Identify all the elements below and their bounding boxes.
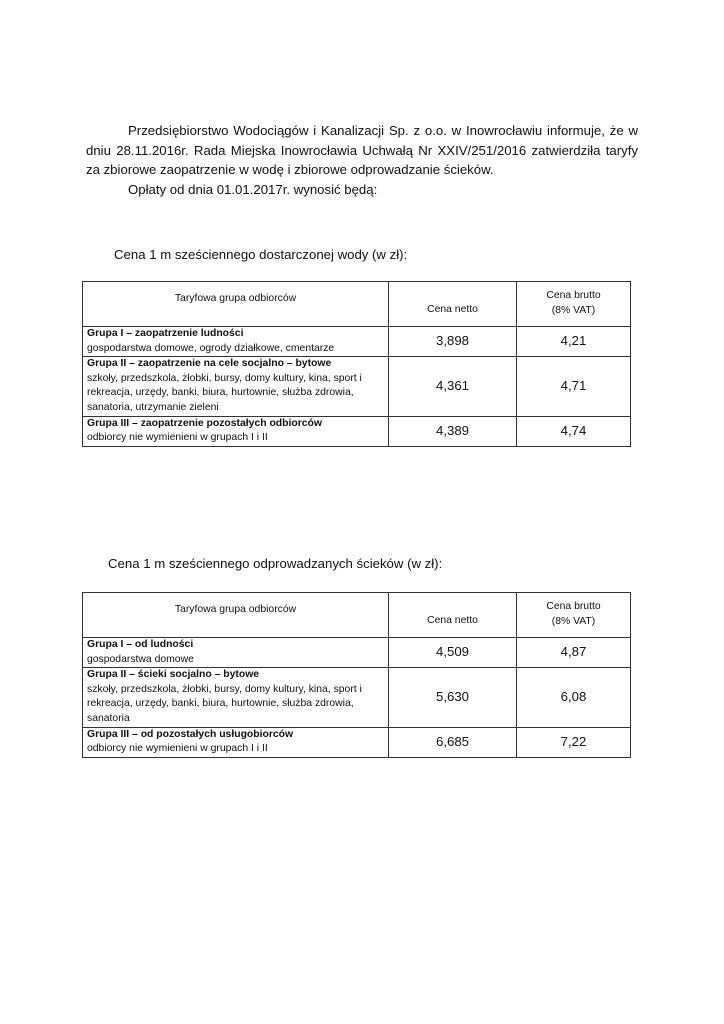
group-description: gospodarstwa domowe, ogrody działkowe, cmentarze (87, 342, 335, 354)
group-name: Grupa I – zaopatrzenie ludności (87, 328, 244, 339)
table-row (83, 357, 631, 416)
intro-paragraph-2: Opłaty od dnia 01.01.2017r. wynosić będą: (128, 181, 378, 197)
group-name: Grupa I – od ludności (87, 639, 194, 650)
gross-price: 4,74 (517, 416, 631, 446)
group-cell (83, 638, 389, 668)
net-price: 4,361 (389, 357, 517, 416)
header-group: Taryfowa grupa odbiorców (83, 593, 389, 638)
intro-paragraph-1: Przedsiębiorstwo Wodociągów i Kanalizacji Sp. z o.o. w Inowrocławiu informuje, że w dniu 28.11.2016r. Rada Miejska Inowrocławia Uchwałą Nr XXIV/251/2016 zatwierdziła taryfy za zbiorowe zaopatrzenie w wodę i zbiorowe odprowadzanie ścieków. (86, 123, 638, 177)
group-cell (83, 727, 389, 757)
intro-text (86, 121, 638, 199)
table-header-row (83, 593, 631, 638)
table-header-row (83, 282, 631, 327)
group-description: odbiorcy nie wymienieni w grupach I i II (87, 743, 268, 755)
gross-price: 6,08 (517, 668, 631, 727)
water-table-caption: Cena 1 m sześciennego dostarczonej wody (w zł): (114, 247, 408, 262)
group-cell (83, 327, 389, 357)
net-price: 4,509 (389, 638, 517, 668)
header-net: Cena netto (389, 593, 517, 638)
net-price: 6,685 (389, 727, 517, 757)
gross-price: 4,71 (517, 357, 631, 416)
gross-price: 7,22 (517, 727, 631, 757)
group-name: Grupa II – zaopatrzenie na cele socjalno – bytowe (87, 358, 332, 370)
group-name: Grupa III – zaopatrzenie pozostałych odbiorców (87, 417, 322, 429)
table-row (83, 668, 631, 727)
sewage-table-caption: Cena 1 m sześciennego odprowadzanych ścieków (w zł): (108, 556, 443, 571)
net-price: 3,898 (389, 327, 517, 357)
header-gross: Cena brutto (8% VAT) (517, 282, 631, 327)
gross-price: 4,87 (517, 638, 631, 668)
group-description: szkoły, przedszkola, żłobki, bursy, domy kultury, kina, sport i rekreacja, urzędy, banki, biura, hurtownie, służba zdrowia, sanatoria, utrzymanie zieleni (87, 372, 362, 413)
group-description: szkoły, przedszkola, żłobki, bursy, domy kultury, kina, sport i rekreacja, urzędy, banki, biura, hurtownie, służba zdrowia, sanatoria (87, 683, 362, 724)
group-cell (83, 357, 389, 416)
group-cell (83, 668, 389, 727)
table-row (83, 327, 631, 357)
net-price: 5,630 (389, 668, 517, 727)
group-cell (83, 416, 389, 446)
table-row (83, 727, 631, 757)
header-group: Taryfowa grupa odbiorców (83, 282, 389, 327)
group-description: odbiorcy nie wymienieni w grupach I i II (87, 432, 268, 444)
table-row (83, 416, 631, 446)
group-name: Grupa II – ścieki socjalno – bytowe (87, 669, 260, 681)
sewage-tariff-table (82, 592, 631, 758)
water-tariff-table (82, 281, 631, 447)
header-gross: Cena brutto (8% VAT) (517, 593, 631, 638)
header-net: Cena netto (389, 282, 517, 327)
net-price: 4,389 (389, 416, 517, 446)
group-name: Grupa III – od pozostałych usługobiorców (87, 728, 294, 740)
gross-price: 4,21 (517, 327, 631, 357)
table-row (83, 638, 631, 668)
group-description: gospodarstwa domowe (87, 653, 194, 665)
